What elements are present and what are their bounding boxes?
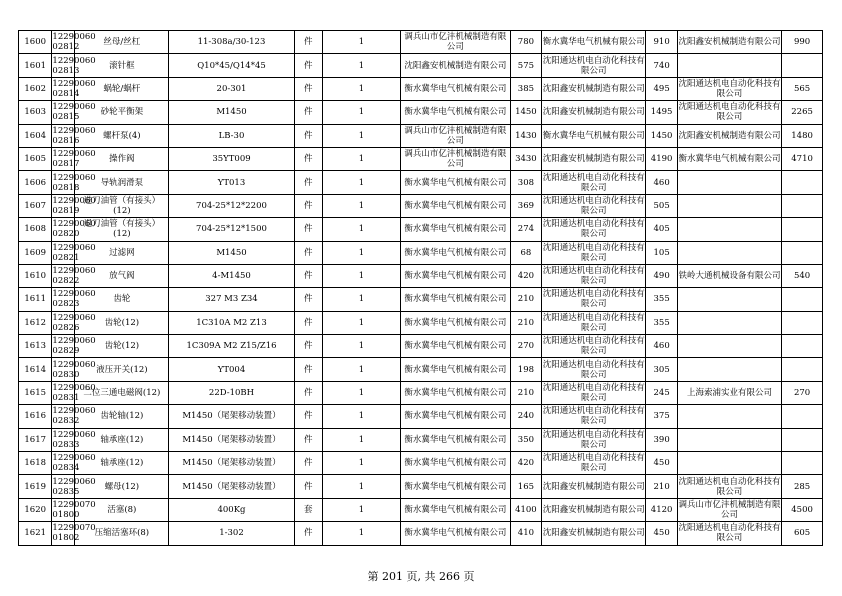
item-name-cell: 螺杆泵(4) [75,124,169,147]
item-name-cell: 砂轮平衡架 [75,101,169,124]
item-name-cell: 螺母(12) [75,475,169,498]
price-3-cell [782,335,823,358]
price-2-cell: 495 [646,77,677,100]
row-number-cell: 1609 [19,241,52,264]
supplier-1-cell: 调兵山市亿沣机械制造有限公司 [401,147,511,170]
unit-cell: 件 [294,171,322,194]
row-number-cell: 1601 [19,54,52,77]
table-row [19,405,823,428]
price-1-cell: 420 [510,452,541,475]
price-1-cell: 410 [510,522,541,545]
supplier-2-cell: 沈阳通达机电自动化科技有限公司 [542,359,645,380]
price-3-cell: 605 [782,522,823,545]
price-3-cell [782,358,823,381]
item-spec-cell: 327 M3 Z34 [169,288,294,311]
price-2-cell: 740 [646,54,677,77]
price-3-cell [782,54,823,77]
table-row [19,522,823,545]
quantity-cell: 1 [322,31,400,54]
table-row [19,335,823,358]
price-2-cell: 105 [646,241,677,264]
supplier-1-cell: 衡水冀华电气机械有限公司 [401,405,511,428]
table-row [19,288,823,311]
material-code-cell: 12290060 02820 [52,219,96,240]
supplier-1-cell: 衡水冀华电气机械有限公司 [401,101,511,124]
supplier-1-cell: 衡水冀华电气机械有限公司 [401,428,511,451]
supplier-3-cell: 沈阳通达机电自动化科技有限公司 [678,102,781,123]
price-2-cell: 910 [646,31,677,54]
table-row [19,194,823,217]
price-2-cell: 450 [646,452,677,475]
material-code-cell: 12290060 02814 [52,78,96,99]
row-number-cell: 1610 [19,264,52,287]
price-3-cell: 2265 [782,101,823,124]
supplier-3-cell: 上海索浦实业有限公司 [677,381,781,404]
supplier-1-cell: 调兵山市亿沣机械制造有限公司 [401,31,511,54]
quantity-cell: 1 [322,405,400,428]
material-code-cell: 12290060 02819 [52,195,96,216]
price-1-cell: 350 [510,428,541,451]
price-1-cell: 780 [510,31,541,54]
item-name-cell: 齿轮轴(12) [75,405,169,428]
table-row [19,54,823,77]
supplier-1-cell: 衡水冀华电气机械有限公司 [401,288,511,311]
price-2-cell: 1495 [646,101,677,124]
quantity-cell: 1 [322,358,400,381]
price-2-cell: 390 [646,428,677,451]
quantity-cell: 1 [322,124,400,147]
item-name-cell: 过滤网 [75,241,169,264]
item-spec-cell: 704-25*12*1500 [169,218,294,241]
supplier-2-cell: 沈阳鑫安机械制造有限公司 [542,498,646,521]
supplier-1-cell: 衡水冀华电气机械有限公司 [401,381,511,404]
material-code-cell: 12290060 02832 [52,406,96,427]
supplier-2-cell: 沈阳通达机电自动化科技有限公司 [542,195,645,216]
item-name-cell: 进刀油管（有接头）(12) [75,194,169,217]
supplier-2-cell: 沈阳通达机电自动化科技有限公司 [542,429,645,450]
row-number-cell: 1614 [19,358,52,381]
price-1-cell: 4100 [510,498,541,521]
item-spec-cell: 704-25*12*2200 [169,194,294,217]
quantity-cell: 1 [322,428,400,451]
table-row [19,452,823,475]
supplier-3-cell [677,335,781,358]
price-2-cell: 405 [646,218,677,241]
table-row [19,428,823,451]
supplier-3-cell [677,54,781,77]
material-code-cell: 12290060 02826 [52,312,96,333]
material-code-cell: 12290060 02815 [52,102,96,123]
material-code-cell: 12290060 02812 [52,32,96,53]
unit-cell: 件 [294,101,322,124]
material-code-cell: 12290070 01800 [52,500,96,520]
price-1-cell: 198 [510,358,541,381]
table-row [19,101,823,124]
supplier-2-cell: 沈阳鑫安机械制造有限公司 [542,522,646,545]
table-row [19,124,823,147]
supplier-1-cell: 衡水冀华电气机械有限公司 [401,241,511,264]
price-3-cell: 285 [782,475,823,498]
item-name-cell: 齿轮 [75,288,169,311]
item-name-cell: 退刀油管（有接头）(12) [75,218,169,241]
row-number-cell: 1604 [19,124,52,147]
supplier-3-cell: 沈阳鑫安机械制造有限公司 [677,31,781,54]
supplier-2-cell: 衡水冀华电气机械有限公司 [542,124,646,147]
price-2-cell: 1450 [646,124,677,147]
supplier-1-cell: 衡水冀华电气机械有限公司 [401,171,511,194]
row-number-cell: 1615 [19,381,52,404]
material-code-cell: 12290060 02833 [52,429,96,450]
price-3-cell [782,241,823,264]
quantity-cell: 1 [322,218,400,241]
item-spec-cell: M1450（尾架移动装置） [169,452,294,475]
item-spec-cell: M1450（尾架移动装置） [169,475,294,498]
unit-cell: 件 [294,405,322,428]
table-row [19,147,823,170]
supplier-3-cell [677,428,781,451]
item-name-cell: 蜗轮/蜗杆 [75,77,169,100]
row-number-cell: 1602 [19,77,52,100]
supplier-1-cell: 衡水冀华电气机械有限公司 [401,194,511,217]
price-1-cell: 308 [510,171,541,194]
unit-cell: 件 [294,475,322,498]
material-code-cell: 12290070 01802 [52,523,96,544]
item-name-cell: 齿轮(12) [75,311,169,334]
supplier-1-cell: 衡水冀华电气机械有限公司 [401,475,511,498]
table-row [19,264,823,287]
price-1-cell: 210 [510,288,541,311]
quantity-cell: 1 [322,475,400,498]
table-row [19,31,823,54]
supplier-3-cell: 铁岭大通机械设备有限公司 [677,264,781,287]
material-code-cell: 12290060 02818 [52,172,96,193]
item-name-cell: 轴承座(12) [75,428,169,451]
supplier-3-cell: 沈阳通达机电自动化科技有限公司 [678,78,781,99]
unit-cell: 套 [294,498,322,521]
material-code-cell: 12290060 02813 [52,55,96,76]
supplier-2-cell: 沈阳通达机电自动化科技有限公司 [542,55,645,76]
table-row [19,381,823,404]
unit-cell: 件 [294,264,322,287]
quantity-cell: 1 [322,452,400,475]
page-footer: 第 201 页, 共 266 页 [367,570,475,583]
item-name-cell: 放气阀 [75,264,169,287]
table-row [19,241,823,264]
price-1-cell: 1450 [510,101,541,124]
material-code-cell: 12290060 02822 [52,266,96,287]
price-3-cell: 1480 [782,124,823,147]
supplier-3-cell: 沈阳鑫安机械制造有限公司 [677,124,781,147]
price-1-cell: 68 [510,241,541,264]
unit-cell: 件 [294,54,322,77]
price-2-cell: 460 [646,171,677,194]
quantity-cell: 1 [322,241,400,264]
supplier-2-cell: 沈阳通达机电自动化科技有限公司 [542,172,645,193]
quantity-cell: 1 [322,77,400,100]
price-2-cell: 4120 [646,498,677,521]
supplier-3-cell [677,405,781,428]
price-3-cell: 990 [782,31,823,54]
quantity-cell: 1 [322,54,400,77]
item-spec-cell: 4-M1450 [169,264,294,287]
row-number-cell: 1606 [19,171,52,194]
supplier-1-cell: 衡水冀华电气机械有限公司 [401,77,511,100]
supplier-1-cell: 衡水冀华电气机械有限公司 [401,218,511,241]
item-name-cell: 导轨润滑泵 [75,171,169,194]
supplier-1-cell: 衡水冀华电气机械有限公司 [401,358,511,381]
table-row [19,475,823,498]
row-number-cell: 1607 [19,194,52,217]
price-3-cell [782,405,823,428]
item-spec-cell: M1450（尾架移动装置） [169,405,294,428]
price-1-cell: 210 [510,381,541,404]
item-spec-cell: 35YT009 [169,147,294,170]
supplier-1-cell: 衡水冀华电气机械有限公司 [401,335,511,358]
material-code-cell: 12290060 02823 [52,289,96,310]
price-1-cell: 274 [510,218,541,241]
price-2-cell: 490 [646,264,677,287]
price-2-cell: 355 [646,311,677,334]
item-spec-cell: M1450 [169,101,294,124]
material-code-cell: 12290060 02831 [52,383,96,404]
price-3-cell: 270 [782,381,823,404]
supplier-3-cell [677,241,781,264]
price-2-cell: 305 [646,358,677,381]
quantity-cell: 1 [322,147,400,170]
row-number-cell: 1611 [19,288,52,311]
supplier-1-cell: 衡水冀华电气机械有限公司 [401,498,511,521]
price-1-cell: 210 [510,311,541,334]
unit-cell: 件 [294,358,322,381]
row-number-cell: 1612 [19,311,52,334]
supplier-2-cell: 沈阳通达机电自动化科技有限公司 [542,406,645,427]
unit-cell: 件 [294,218,322,241]
unit-cell: 件 [294,288,322,311]
table-body [19,31,823,546]
supplier-1-cell: 衡水冀华电气机械有限公司 [401,264,511,287]
unit-cell: 件 [294,335,322,358]
quantity-cell: 1 [322,498,400,521]
supplier-2-cell: 沈阳通达机电自动化科技有限公司 [542,336,645,357]
unit-cell: 件 [294,77,322,100]
quantity-cell: 1 [322,264,400,287]
unit-cell: 件 [294,241,322,264]
row-number-cell: 1613 [19,335,52,358]
price-1-cell: 420 [510,264,541,287]
item-name-cell: 操作阀 [75,147,169,170]
supplier-3-cell: 沈阳通达机电自动化科技有限公司 [678,523,781,544]
price-3-cell: 565 [782,77,823,100]
price-3-cell: 540 [782,264,823,287]
quantity-cell: 1 [322,288,400,311]
item-spec-cell: M1450 [169,241,294,264]
price-2-cell: 375 [646,405,677,428]
material-code-cell: 12290060 02817 [52,149,96,170]
row-number-cell: 1608 [19,218,52,241]
price-1-cell: 369 [510,194,541,217]
row-number-cell: 1616 [19,405,52,428]
supplier-3-cell: 调兵山市亿沣机械制造有限公司 [678,500,781,520]
row-number-cell: 1605 [19,147,52,170]
supplier-2-cell: 沈阳通达机电自动化科技有限公司 [542,266,645,287]
price-3-cell: 4710 [782,147,823,170]
unit-cell: 件 [294,381,322,404]
supplier-2-cell: 沈阳鑫安机械制造有限公司 [542,147,646,170]
item-name-cell: 丝母/丝杠 [75,31,169,54]
price-2-cell: 450 [646,522,677,545]
price-3-cell [782,311,823,334]
price-2-cell: 355 [646,288,677,311]
supplier-1-cell: 衡水冀华电气机械有限公司 [401,522,511,545]
price-3-cell [782,452,823,475]
supplier-3-cell [677,194,781,217]
item-spec-cell: 20-301 [169,77,294,100]
supplier-2-cell: 沈阳通达机电自动化科技有限公司 [542,242,645,263]
quantity-cell: 1 [322,335,400,358]
quantity-cell: 1 [322,381,400,404]
price-1-cell: 165 [510,475,541,498]
supplier-2-cell: 沈阳通达机电自动化科技有限公司 [542,219,645,240]
unit-cell: 件 [294,428,322,451]
item-spec-cell: Q10*45/Q14*45 [169,54,294,77]
supplier-1-cell: 衡水冀华电气机械有限公司 [401,452,511,475]
supplier-3-cell: 沈阳通达机电自动化科技有限公司 [678,476,781,497]
row-number-cell: 1617 [19,428,52,451]
quantity-cell: 1 [322,311,400,334]
price-3-cell: 4500 [782,498,823,521]
item-spec-cell: M1450（尾架移动装置） [169,428,294,451]
item-spec-cell: YT013 [169,171,294,194]
table-row [19,218,823,241]
supplier-1-cell: 调兵山市亿沣机械制造有限公司 [401,124,511,147]
supplier-2-cell: 沈阳鑫安机械制造有限公司 [542,101,646,124]
row-number-cell: 1620 [19,498,52,521]
item-spec-cell: 22D-10BH [169,381,294,404]
item-name-cell: 轴承座(12) [75,452,169,475]
material-code-cell: 12290060 02834 [52,453,96,474]
price-1-cell: 3430 [510,147,541,170]
quantity-cell: 1 [322,101,400,124]
supplier-2-cell: 沈阳通达机电自动化科技有限公司 [542,312,645,333]
item-spec-cell: 1-302 [169,522,294,545]
price-1-cell: 270 [510,335,541,358]
material-code-cell: 12290060 02816 [52,125,96,146]
quantity-cell: 1 [322,522,400,545]
unit-cell: 件 [294,311,322,334]
price-3-cell [782,288,823,311]
price-3-cell [782,428,823,451]
price-table [18,30,823,546]
price-1-cell: 1430 [510,124,541,147]
row-number-cell: 1600 [19,31,52,54]
unit-cell: 件 [294,124,322,147]
item-name-cell: 滚针框 [75,54,169,77]
price-1-cell: 240 [510,405,541,428]
price-2-cell: 210 [646,475,677,498]
table-row [19,77,823,100]
supplier-2-cell: 沈阳通达机电自动化科技有限公司 [542,289,645,310]
item-spec-cell: 1C310A M2 Z13 [169,311,294,334]
table-row [19,358,823,381]
supplier-3-cell [677,288,781,311]
item-name-cell: 液压开关(12) [75,358,169,381]
price-1-cell: 575 [510,54,541,77]
price-2-cell: 505 [646,194,677,217]
item-spec-cell: 400Kg [169,498,294,521]
unit-cell: 件 [294,147,322,170]
item-name-cell: 二位三通电磁阀(12) [75,381,169,404]
material-code-cell: 12290060 02829 [52,336,96,357]
supplier-2-cell: 衡水冀华电气机械有限公司 [542,31,646,54]
price-2-cell: 4190 [646,147,677,170]
supplier-1-cell: 沈阳鑫安机械制造有限公司 [401,54,511,77]
table-row [19,498,823,521]
supplier-3-cell [677,171,781,194]
unit-cell: 件 [294,194,322,217]
material-code-cell: 12290060 02821 [52,242,96,263]
item-name-cell: 齿轮(12) [75,335,169,358]
material-code-cell: 12290060 02835 [52,476,96,497]
supplier-3-cell: 衡水冀华电气机械有限公司 [677,147,781,170]
price-2-cell: 460 [646,335,677,358]
item-spec-cell: 1C309A M2 Z15/Z16 [169,335,294,358]
item-spec-cell: LB-30 [169,124,294,147]
row-number-cell: 1618 [19,452,52,475]
price-3-cell [782,171,823,194]
unit-cell: 件 [294,31,322,54]
supplier-3-cell [677,311,781,334]
table-row [19,171,823,194]
row-number-cell: 1603 [19,101,52,124]
supplier-3-cell [677,358,781,381]
supplier-3-cell [677,452,781,475]
item-name-cell: 压缩活塞环(8) [75,522,169,545]
item-spec-cell: YT004 [169,358,294,381]
material-code-cell: 12290060 02830 [52,359,96,380]
quantity-cell: 1 [322,194,400,217]
row-number-cell: 1621 [19,522,52,545]
price-3-cell [782,218,823,241]
price-1-cell: 385 [510,77,541,100]
supplier-2-cell: 沈阳鑫安机械制造有限公司 [542,475,646,498]
item-name-cell: 活塞(8) [75,498,169,521]
supplier-2-cell: 沈阳通达机电自动化科技有限公司 [542,383,645,404]
unit-cell: 件 [294,452,322,475]
item-spec-cell: 11-308a/30-123 [169,31,294,54]
supplier-2-cell: 沈阳鑫安机械制造有限公司 [542,77,646,100]
table-row [19,311,823,334]
price-2-cell: 245 [646,381,677,404]
supplier-3-cell [677,218,781,241]
quantity-cell: 1 [322,171,400,194]
price-3-cell [782,194,823,217]
row-number-cell: 1619 [19,475,52,498]
unit-cell: 件 [294,522,322,545]
supplier-2-cell: 沈阳通达机电自动化科技有限公司 [542,453,645,474]
supplier-1-cell: 衡水冀华电气机械有限公司 [401,311,511,334]
